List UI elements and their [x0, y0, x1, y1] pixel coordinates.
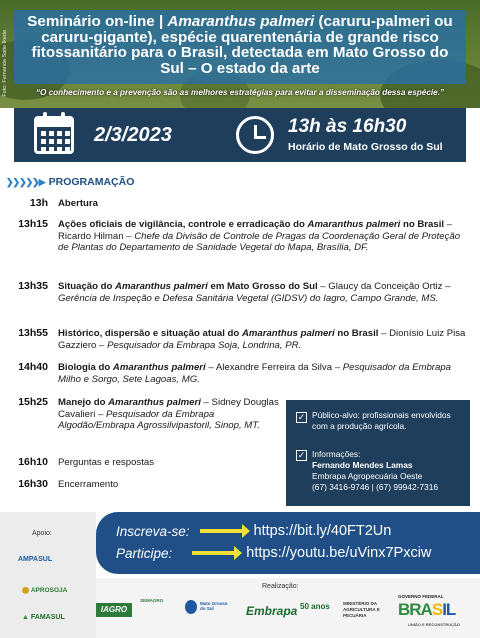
program-affiliation: Gerência de Inspeção e Defesa Sanitária Vegetal (GIDSV) do Iagro, Campo Grande, MS. — [58, 292, 439, 304]
watch-link[interactable]: https://youtu.be/uVinx7Pxciw — [246, 545, 432, 561]
program-speaker: – Sidney Douglas Cavalieri – — [58, 397, 279, 420]
photo-credit: Foto: Fernanda Satie Ikeda — [2, 30, 8, 97]
register-link[interactable]: https://bit.ly/40FT2Un — [253, 523, 392, 539]
info-box — [286, 400, 470, 506]
program-speaker: – Glaucy da Conceição Ortiz – — [317, 281, 451, 292]
contact-org: Embrapa Agropecuária Oeste — [312, 471, 423, 481]
program-time: 16h10 — [18, 456, 48, 468]
program-desc — [58, 219, 468, 254]
arrow-right-icon — [200, 529, 244, 533]
program-desc — [58, 397, 282, 432]
program-time: 15h25 — [18, 396, 48, 408]
event-timezone: Horário de Mato Grosso do Sul — [288, 141, 443, 153]
program-affiliation: Pesquisador da Embrapa Soja, Londrina, PR. — [107, 339, 302, 351]
date-bar — [14, 108, 466, 162]
register-label: Inscreva-se: — [116, 523, 190, 539]
ministry-logo: MINISTÉRIO DA AGRICULTURA E PECUÁRIA — [343, 601, 380, 618]
quote: “O conhecimento e a prevenção são as melhores estratégias para evitar a disseminação dessa espécie.” — [35, 88, 445, 97]
info-label: Informações: — [312, 449, 361, 459]
program-title: Abertura — [58, 198, 98, 209]
program-title: Perguntas e respostas — [58, 457, 154, 468]
state-seal — [185, 600, 197, 614]
iagro-logo: IAGRO — [96, 603, 132, 617]
contact-name: Fernando Mendes Lamas — [312, 460, 413, 470]
gov-slogan: UNIÃO E RECONSTRUÇÃO — [408, 622, 461, 627]
program-label: PROGRAMAÇÃO — [48, 176, 135, 188]
watch-row — [116, 545, 431, 561]
program-time: 16h30 — [18, 478, 48, 490]
watch-label: Participe: — [116, 545, 173, 561]
support-label: Apoio: — [32, 530, 52, 537]
event-date: 2/3/2023 — [94, 124, 172, 146]
program-heading — [6, 176, 134, 188]
program-title: Ações oficiais de vigilância, controle e erradicação do Amaranthus palmeri no Brasil — [58, 219, 445, 230]
program-speaker: – Alexandre Ferreira da Silva – — [205, 362, 343, 373]
ms-logo: Mato Grosso do Sul — [200, 601, 228, 611]
clock-icon — [236, 116, 274, 154]
title-rest: (caruru-palmeri ou caruru-gigante), espécie quarentenária de grande risco fitossanitário para o Brasil, detectada em Mato Grosso do Sul – O estado da arte — [31, 13, 453, 77]
program-desc — [58, 198, 468, 210]
program-desc — [58, 362, 468, 385]
program-time: 14h40 — [18, 361, 48, 373]
semagro-logo: SEMAGRO — [140, 598, 164, 603]
event-time: 13h às 16h30 — [288, 116, 407, 137]
program-title: Manejo do Amaranthus palmeri — [58, 397, 201, 408]
program-affiliation: Chefe da Divisão de Controle de Pragas da Coordenação Geral de Proteção de Plantas do Departamento de Sanidade Vegetal do Mapa, Brasília, DF. — [58, 230, 461, 254]
contact-phone: (67) 3416-9746 | (67) 99942-7316 — [312, 482, 439, 492]
chevrons-icon: ❯❯❯❯❯▶ — [6, 176, 45, 187]
program-affiliation: Pesquisador da Embrapa Algodão/Embrapa Agrossilvipastoril, Sinop, MT. — [58, 408, 260, 432]
links-panel — [96, 512, 480, 574]
program-desc — [58, 281, 468, 304]
ampasul-logo: AMPASUL — [18, 556, 53, 563]
program-affiliation: Pesquisador da Embrapa Milho e Sorgo, Sete Lagoas, MG. — [58, 362, 452, 385]
checkbox-icon: ✓ — [297, 412, 306, 422]
checkbox-icon: ✓ — [297, 450, 306, 460]
program-title: Histórico, dispersão e situação atual do Amaranthus palmeri no Brasil — [58, 328, 379, 339]
program-time: 13h55 — [18, 327, 48, 339]
register-row — [116, 523, 391, 539]
embrapa-logo: Embrapa — [246, 604, 298, 618]
footer-label: Realização: — [262, 583, 299, 590]
program-time: 13h15 — [18, 218, 48, 230]
arrow-right-icon — [192, 551, 236, 555]
calendar-icon — [34, 116, 74, 154]
page-title — [14, 10, 466, 84]
program-title: Encerramento — [58, 479, 119, 490]
program-desc — [58, 328, 468, 351]
program-time: 13h35 — [18, 280, 48, 292]
audience-text: Público-alvo: profissionais envolvidos com a produção agrícola. — [312, 410, 451, 431]
program-title: Situação do Amaranthus palmeri em Mato Grosso do Sul — [58, 281, 318, 292]
program-speaker: – Dionísio Luiz Pisa Gazziero – — [58, 328, 466, 351]
embrapa-50-logo: 50 anos — [300, 602, 330, 611]
title-species: Amaranthus palmeri — [167, 13, 315, 30]
famasul-logo: ▲ FAMASUL — [22, 614, 65, 621]
gov-label: GOVERNO FEDERAL — [398, 594, 444, 599]
program-title: Biologia do Amaranthus palmeri — [58, 362, 206, 373]
brasil-logo: BRASIL — [398, 600, 456, 619]
program-speaker: – Ricardo Hilman – — [58, 219, 453, 242]
program-time: 13h — [29, 197, 48, 209]
title-prefix: Seminário on-line | — [27, 13, 168, 30]
aprosoja-logo: ⬤ APROSOJA — [22, 587, 68, 594]
header-banner — [0, 0, 480, 108]
